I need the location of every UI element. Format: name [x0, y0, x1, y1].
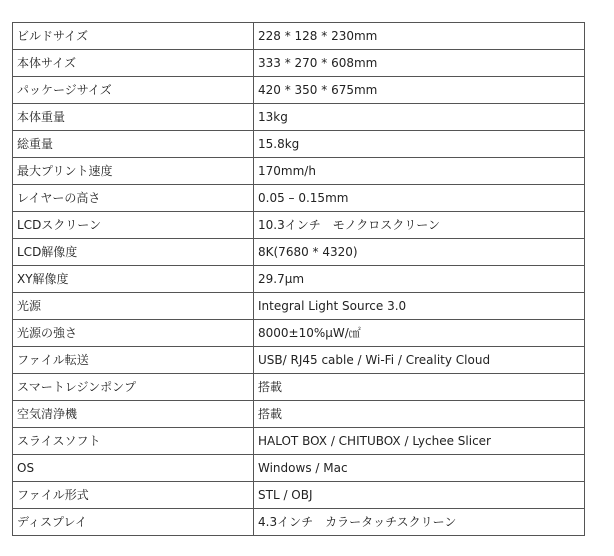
table-row	[13, 374, 585, 401]
spec-label-cell: LCD解像度	[13, 239, 254, 266]
spec-value-cell: Windows / Mac	[254, 455, 585, 482]
table-row	[13, 266, 585, 293]
table-row	[13, 293, 585, 320]
spec-label-cell: 光源の強さ	[13, 320, 254, 347]
spec-label-cell: スライスソフト	[13, 428, 254, 455]
table-row	[13, 50, 585, 77]
spec-value-cell: 29.7μm	[254, 266, 585, 293]
table-row	[13, 212, 585, 239]
spec-label-cell: ファイル形式	[13, 482, 254, 509]
spec-value-cell: 170mm/h	[254, 158, 585, 185]
spec-value-cell: 8K(7680 * 4320)	[254, 239, 585, 266]
spec-label-cell: 最大プリント速度	[13, 158, 254, 185]
spec-value-cell: Integral Light Source 3.0	[254, 293, 585, 320]
table-row	[13, 23, 585, 50]
spec-label-cell: 本体サイズ	[13, 50, 254, 77]
table-row	[13, 158, 585, 185]
table-row	[13, 77, 585, 104]
spec-label-cell: ファイル転送	[13, 347, 254, 374]
spec-table-body	[13, 23, 585, 536]
spec-label-cell: レイヤーの高さ	[13, 185, 254, 212]
spec-value-cell: 0.05 – 0.15mm	[254, 185, 585, 212]
table-row	[13, 131, 585, 158]
spec-label-cell: 本体重量	[13, 104, 254, 131]
table-row	[13, 239, 585, 266]
spec-value-cell: 4.3インチ カラータッチスクリーン	[254, 509, 585, 536]
table-row	[13, 347, 585, 374]
spec-value-cell: 15.8kg	[254, 131, 585, 158]
spec-value-cell: 搭載	[254, 401, 585, 428]
spec-label-cell: XY解像度	[13, 266, 254, 293]
spec-value-cell: USB/ RJ45 cable / Wi-Fi / Creality Cloud	[254, 347, 585, 374]
spec-label-cell: 光源	[13, 293, 254, 320]
spec-value-cell: STL / OBJ	[254, 482, 585, 509]
table-row	[13, 104, 585, 131]
spec-label-cell: 空気清浄機	[13, 401, 254, 428]
spec-value-cell: 228 * 128 * 230mm	[254, 23, 585, 50]
table-row	[13, 455, 585, 482]
spec-label-cell: 総重量	[13, 131, 254, 158]
spec-value-cell: 333 * 270 * 608mm	[254, 50, 585, 77]
spec-label-cell: ビルドサイズ	[13, 23, 254, 50]
table-row	[13, 320, 585, 347]
table-row	[13, 482, 585, 509]
table-row	[13, 185, 585, 212]
spec-value-cell: 13kg	[254, 104, 585, 131]
spec-label-cell: LCDスクリーン	[13, 212, 254, 239]
spec-value-cell: HALOT BOX / CHITUBOX / Lychee Slicer	[254, 428, 585, 455]
spec-value-cell: 10.3インチ モノクロスクリーン	[254, 212, 585, 239]
spec-label-cell: パッケージサイズ	[13, 77, 254, 104]
spec-value-cell: 8000±10%μW/㎠	[254, 320, 585, 347]
table-row	[13, 428, 585, 455]
spec-value-cell: 搭載	[254, 374, 585, 401]
spec-label-cell: OS	[13, 455, 254, 482]
spec-table	[12, 22, 585, 536]
spec-label-cell: スマートレジンポンプ	[13, 374, 254, 401]
table-row	[13, 509, 585, 536]
spec-value-cell: 420 * 350 * 675mm	[254, 77, 585, 104]
table-row	[13, 401, 585, 428]
spec-label-cell: ディスプレイ	[13, 509, 254, 536]
